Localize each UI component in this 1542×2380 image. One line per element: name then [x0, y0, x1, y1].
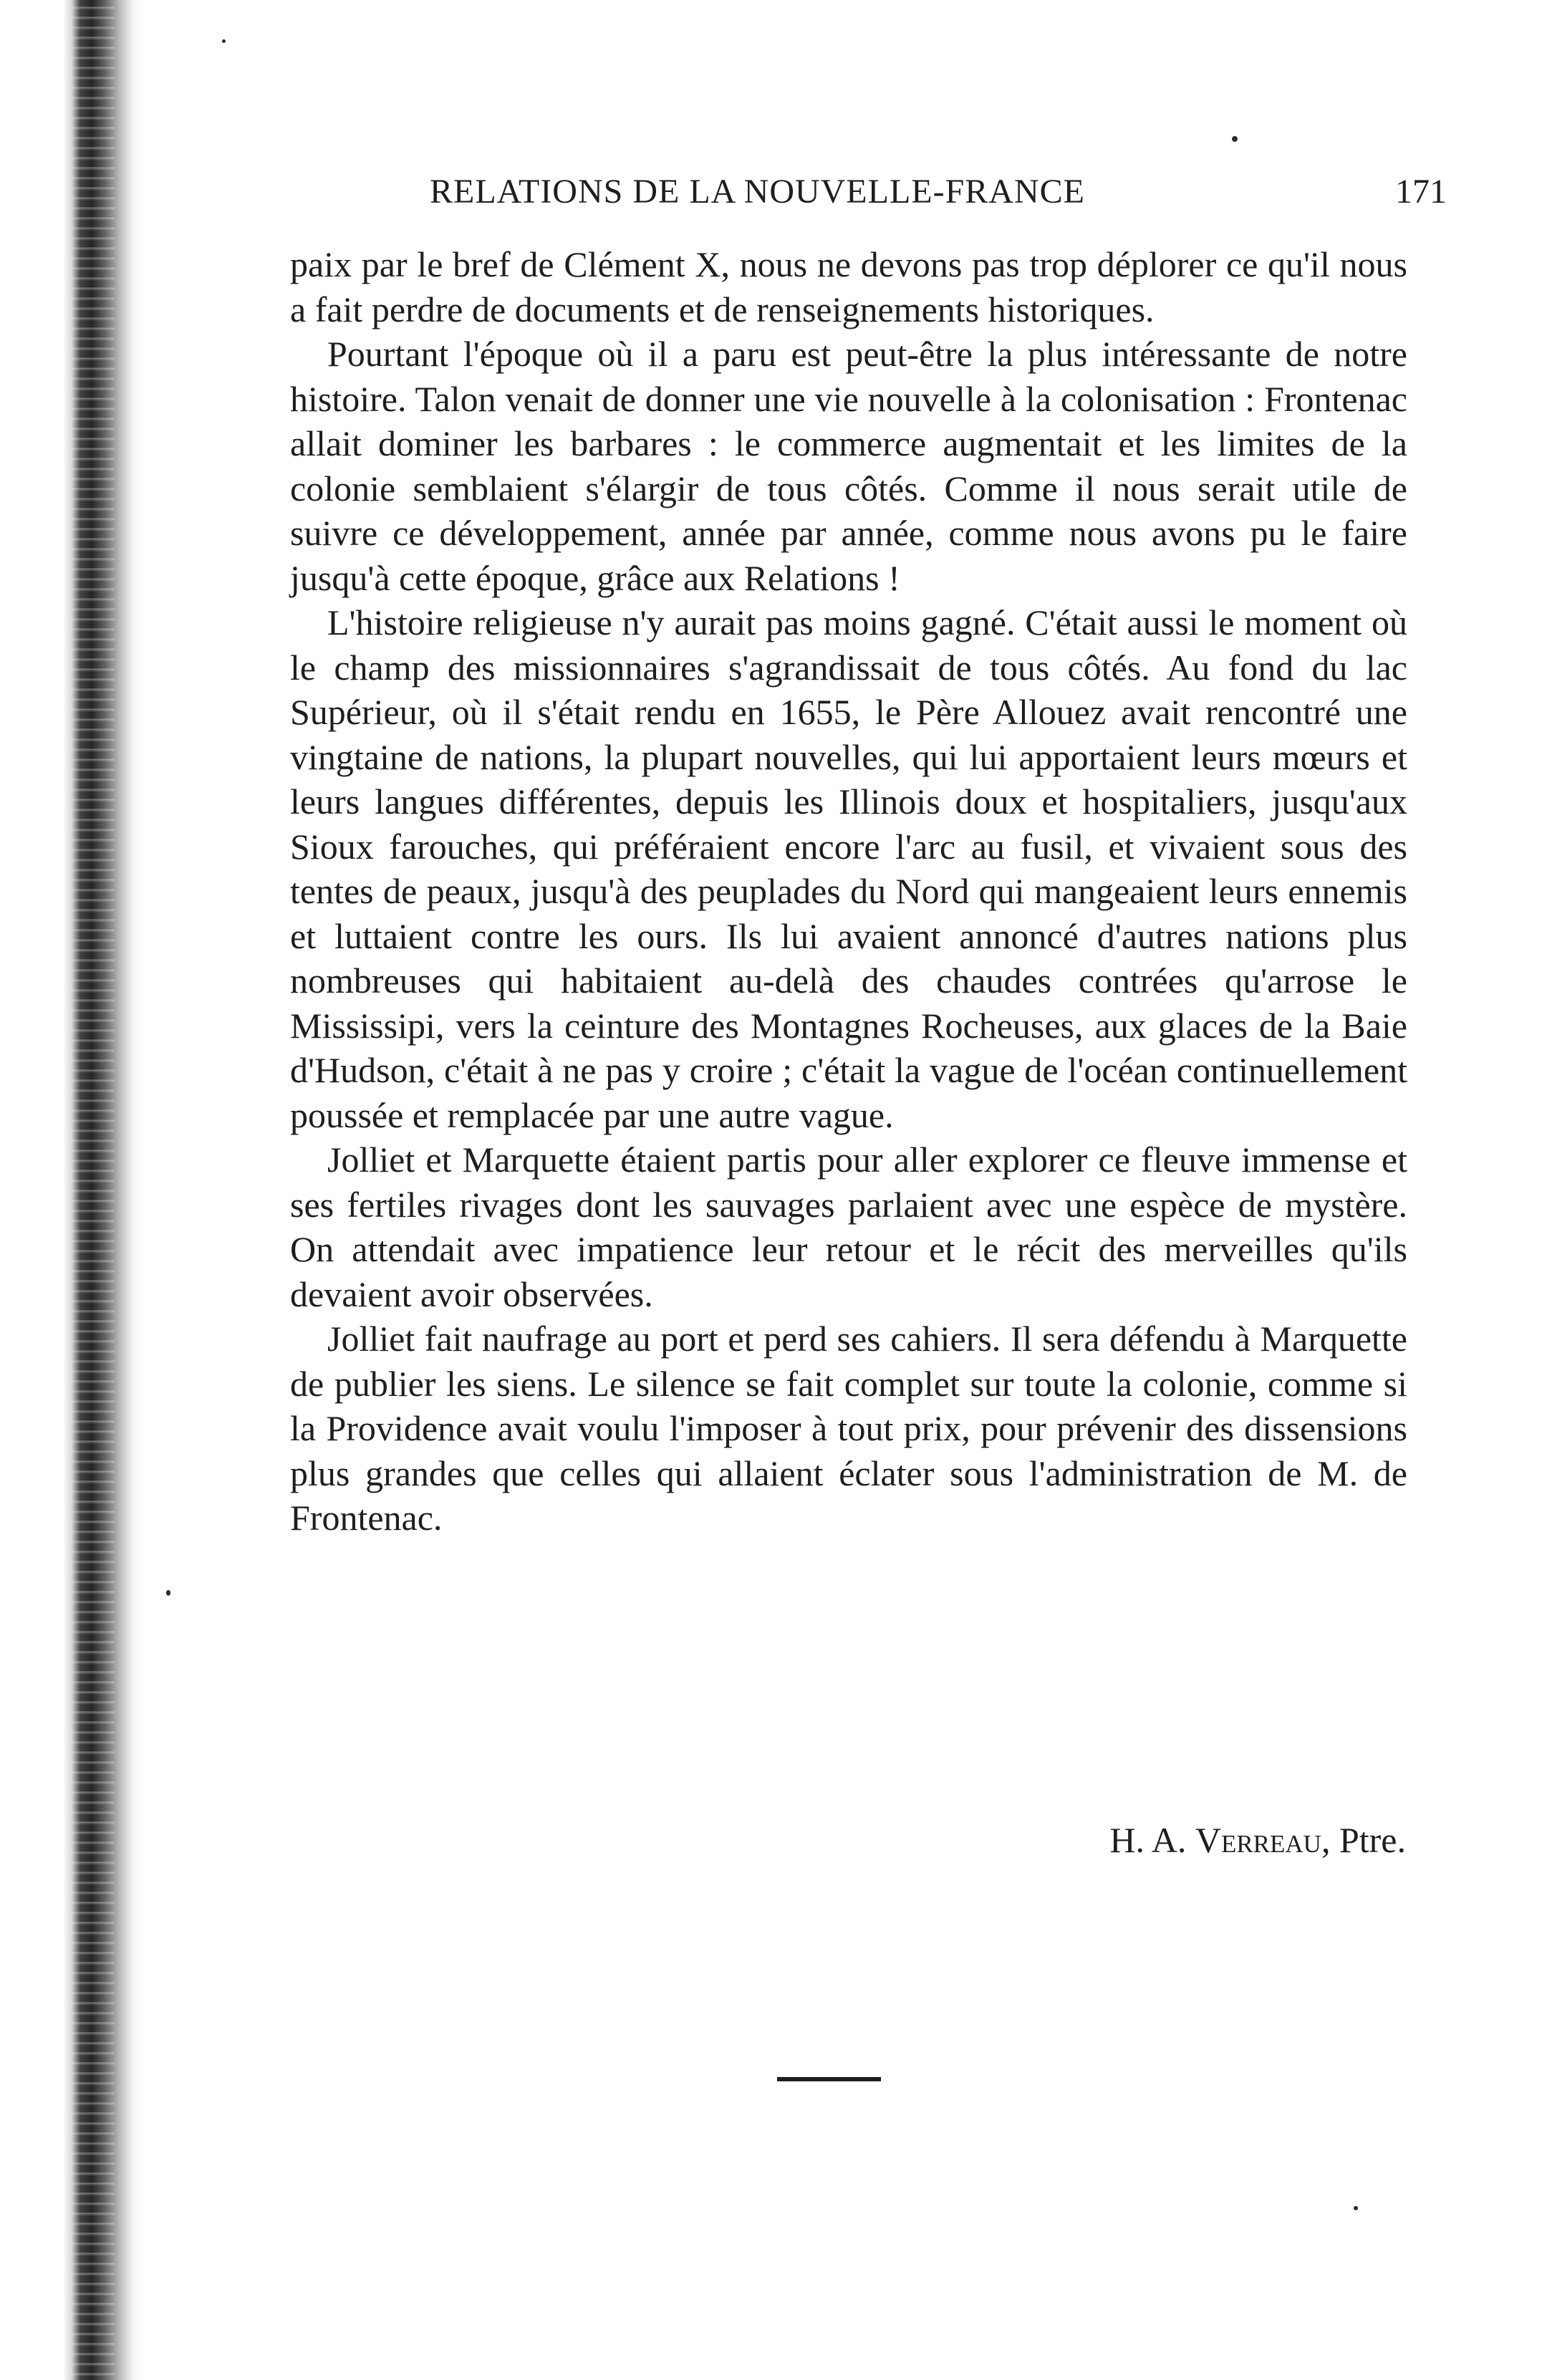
ink-speck [1232, 136, 1238, 142]
running-head: RELATIONS DE LA NOUVELLE-FRANCE [430, 173, 1085, 211]
ink-speck [222, 39, 226, 43]
author-signature [1109, 1819, 1406, 1861]
signature-initials: H. A. [1109, 1820, 1187, 1860]
ink-speck [166, 1590, 170, 1596]
paragraph-jolliet-marquette: Jolliet et Marquette étaient partis pour aller explorer ce fleuve immense et ses fertiles rivages dont les sauvages parlaient avec une espèce de mystère. On attendait avec impatience leur retour et le récit des merveilles qu'ils devaient avoir observées. [290, 1140, 1407, 1314]
body-text [290, 242, 1407, 1541]
ink-speck [1354, 2206, 1358, 2210]
end-rule [777, 2077, 881, 2081]
paragraph-naufrage: Jolliet fait naufrage au port et perd ses cahiers. Il sera défendu à Marquette de publier les siens. Le silence se fait complet sur toute la colonie, comme si la Providence avait voulu l'imposer à tout prix, pour prévenir des dissensions plus grandes que celles qui allaient éclater sous l'administration de M. de Frontenac. [290, 1319, 1407, 1538]
page-number: 171 [1395, 173, 1447, 211]
scanned-binding-edge [0, 0, 143, 2380]
signature-surname: Verreau [1195, 1820, 1321, 1860]
paragraph-histoire-religieuse: L'histoire religieuse n'y aurait pas moins gagné. C'était aussi le moment où le champ des missionnaires s'agrandissait de tous côtés. Au fond du lac Supérieur, où il s'était rendu en 1655, le Père Allouez avait rencontré une vingtaine de nations, la plupart nouvelles, qui lui apportaient leurs mœurs et leurs langues différentes, depuis les Illinois doux et hospitaliers, jusqu'aux Sioux farouches, qui préféraient encore l'arc au fusil, et vivaient sous des tentes de peaux, jusqu'à des peuplades du Nord qui mangeaient leurs ennemis et luttaient contre les ours. Ils lui avaient annoncé d'autres nations plus nombreuses qui habitaient au-delà des chaudes contrées qu'arrose le Mississipi, vers la ceinture des Montagnes Rocheuses, aux glaces de la Baie d'Hudson, c'était à ne pas y croire ; c'était la vague de l'océan continuellement poussée et remplacée par une autre vague. [290, 602, 1407, 1135]
paragraph-continuation: paix par le bref de Clément X, nous ne devons pas trop déplorer ce qu'il nous a fait perdre de documents et de renseignements historiques. [290, 244, 1407, 329]
signature-title: , Ptre. [1321, 1820, 1406, 1860]
paragraph-epoque: Pourtant l'époque où il a paru est peut-être la plus intéressante de notre histoire. Talon venait de donner une vie nouvelle à la colonisation : Frontenac allait dominer les barbares : le commerce augmentait et les limites de la colonie semblaient s'élargir de tous côtés. Comme il nous serait utile de suivre ce développement, année par année, comme nous avons pu le faire jusqu'à cette époque, grâce aux Relations ! [290, 334, 1407, 598]
page-header [430, 172, 1447, 229]
